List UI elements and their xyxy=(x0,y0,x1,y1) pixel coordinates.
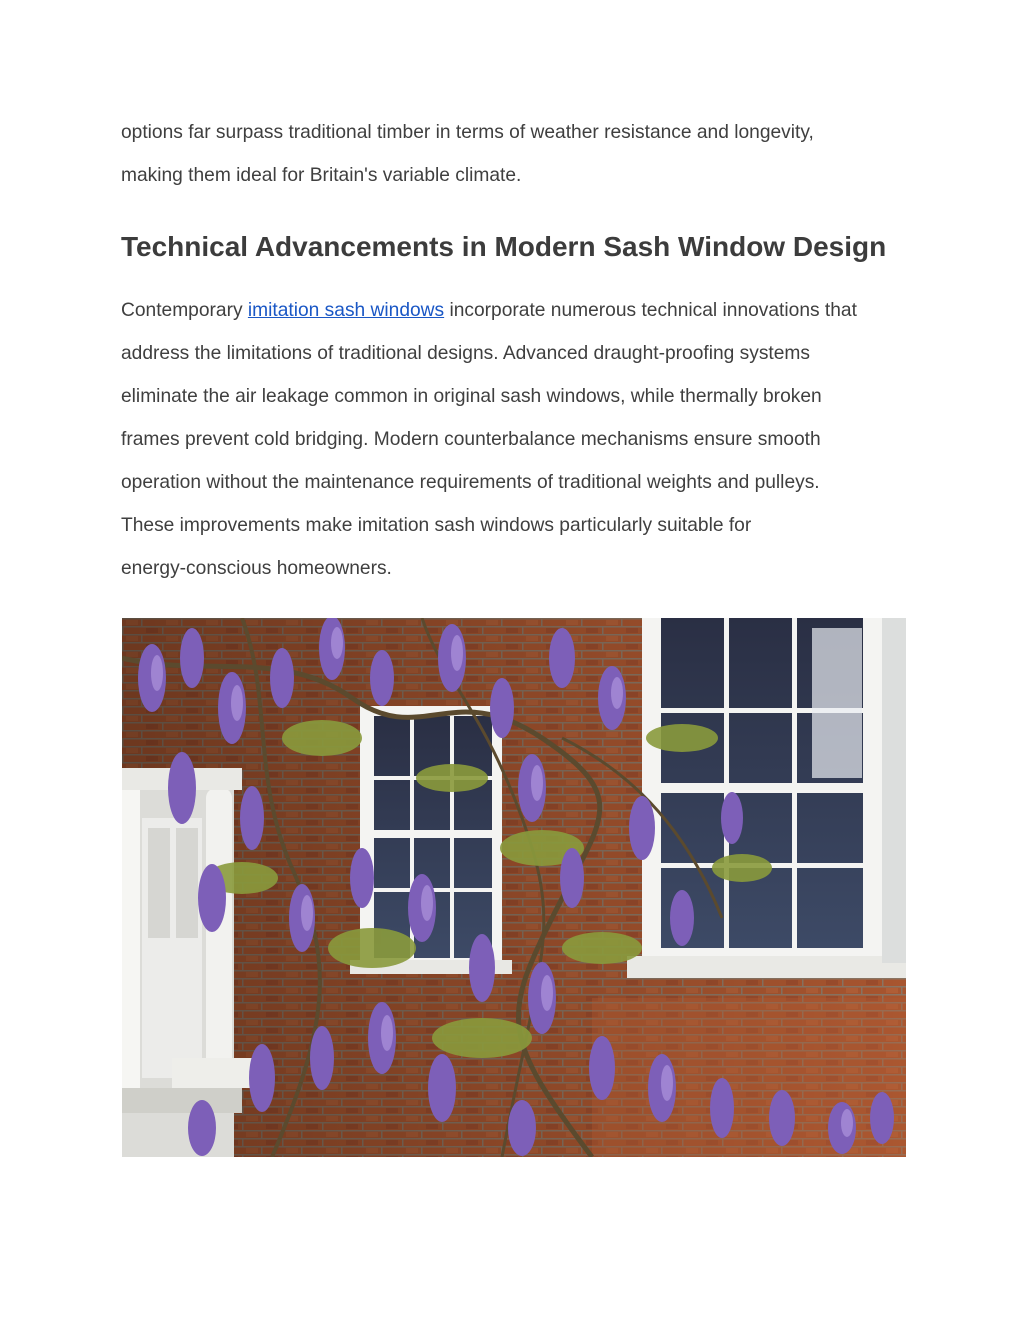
paragraph-line-1-end: incorporate numerous technical innovations that xyxy=(444,300,857,321)
paragraph-line-2: address the limitations of traditional designs. Advanced draught-proofing systems xyxy=(121,343,810,364)
paragraph-line-4: frames prevent cold bridging. Modern counterbalance mechanisms ensure smooth xyxy=(121,429,821,450)
paragraph-line-1 xyxy=(121,289,921,332)
section-paragraph xyxy=(121,289,921,590)
right-sash-window xyxy=(627,618,906,978)
intro-line-1: options far surpass traditional timber in terms of weather resistance and longevity, xyxy=(121,122,814,143)
paragraph-line-7: energy-conscious homeowners. xyxy=(121,558,392,579)
paragraph-line-3: eliminate the air leakage common in original sash windows, while thermally broken xyxy=(121,386,822,407)
doorway-portico xyxy=(122,768,252,1157)
imitation-sash-windows-link[interactable]: imitation sash windows xyxy=(247,300,445,321)
paragraph-line-1-start: Contemporary xyxy=(121,300,248,321)
paragraph-line-6: These improvements make imitation sash windows particularly suitable for xyxy=(121,515,752,536)
section-heading: Technical Advancements in Modern Sash Window Design xyxy=(121,231,887,262)
intro-paragraph xyxy=(121,111,921,197)
paragraph-line-5: operation without the maintenance requirements of traditional weights and pulleys. xyxy=(121,472,820,493)
sash-windows-wisteria-photo xyxy=(122,618,906,1157)
intro-line-2: making them ideal for Britain's variable climate. xyxy=(121,165,522,186)
